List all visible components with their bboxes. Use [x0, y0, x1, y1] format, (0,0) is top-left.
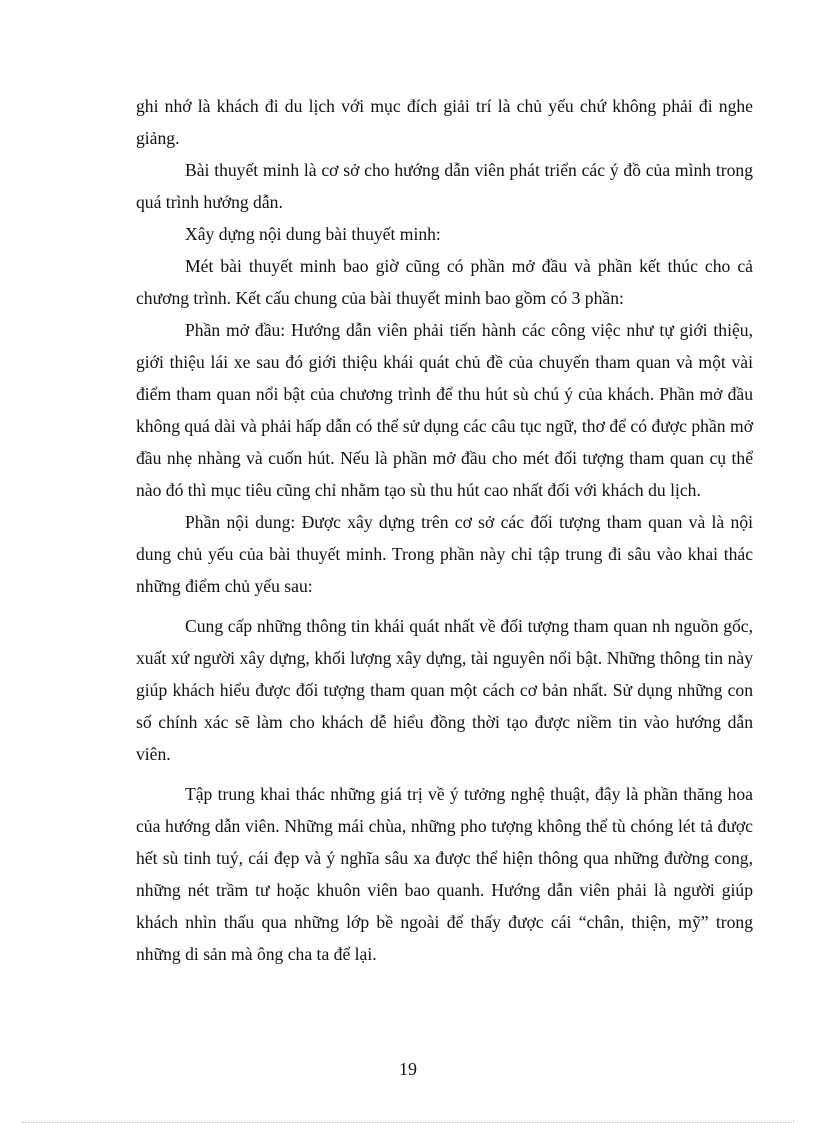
- paragraph-structure: Mét bài thuyết minh bao giờ cũng có phần mở đầu và phần kết thúc cho cả chương trình. Kết cấu chung của bài thuyết minh bao gồm có 3 phần:: [136, 256, 753, 308]
- paragraph-general-info: Cung cấp những thông tin khái quát nhất về đối tượng tham quan nh nguồn gốc, xuất xứ người xây dựng, khối lượng xây dựng, tài nguyên nổi bật. Những thông tin này giúp khách hiểu được đối tượng tham quan một cách cơ bản nhất. Sử dụng những con số chính xác sẽ làm cho khách dễ hiểu đồng thời tạo được niềm tin vào hướng dẫn viên.: [136, 616, 753, 764]
- paragraph-continuation: ghi nhớ là khách đi du lịch với mục đích giải trí là chủ yếu chứ không phải đi nghe giảng.: [136, 96, 753, 148]
- page-number: 19: [399, 1059, 417, 1079]
- body-text: [136, 90, 753, 970]
- paragraph-heading-content: Xây dựng nội dung bài thuyết minh:: [185, 224, 441, 244]
- paragraph-artistic-values: Tập trung khai thác những giá trị về ý tưởng nghệ thuật, đây là phần thăng hoa của hướng dẫn viên. Những mái chùa, những pho tượng không thể tù chóng lét tả được hết sù tinh tuý, cái đẹp và ý nghĩa sâu xa được thể hiện thông qua những đường cong, những nét trầm tư hoặc khuôn viên bao quanh. Hướng dẫn viên phải là người giúp khách nhìn thấu qua những lớp bề ngoài để thấy được cái “chân, thiện, mỹ” trong những di sản mà ông cha ta để lại.: [136, 784, 753, 964]
- paragraph-content-part: Phần nội dung: Được xây dựng trên cơ sở các đối tượng tham quan và là nội dung chủ yếu của bài thuyết minh. Trong phần này chỉ tập trung đi sâu vào khai thác những điểm chủ yếu sau:: [136, 512, 753, 596]
- paragraph-opening-part: Phần mở đầu: Hướng dẫn viên phải tiến hành các công việc như tự giới thiệu, giới thiệu lái xe sau đó giới thiệu khái quát chủ đề của chuyến tham quan và một vài điểm tham quan nổi bật của chương trình để thu hút sù chú ý của khách. Phần mở đầu không quá dài và phải hấp dẫn có thể sử dụng các câu tục ngữ, thơ để có được phần mở đầu nhẹ nhàng và cuốn hút. Nếu là phần mở đầu cho mét đối tượng tham quan cụ thể nào đó thì mục tiêu cũng chỉ nhằm tạo sù thu hút cao nhất đối với khách du lịch.: [136, 320, 753, 500]
- paragraph-outline-basis: Bài thuyết minh là cơ sở cho hướng dẫn viên phát triển các ý đồ của mình trong quá trình hướng dẫn.: [136, 160, 753, 212]
